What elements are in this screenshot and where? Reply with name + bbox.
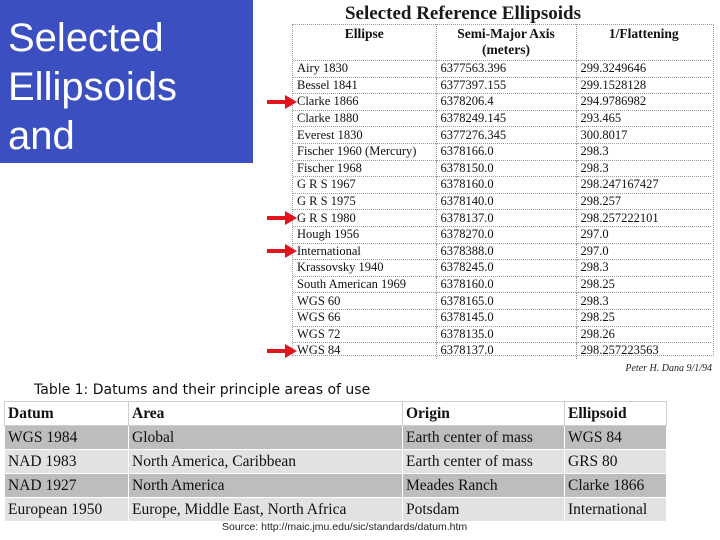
datum-ellipsoid: International: [565, 498, 667, 522]
ellipsoid-row: [293, 177, 711, 194]
flattening-value: 298.3: [576, 293, 711, 310]
red-arrow-icon: [267, 346, 297, 356]
semi-major-axis-value: 6378135.0: [436, 326, 576, 343]
ellipsoid-row: [293, 276, 711, 293]
datum-row: [5, 426, 667, 450]
ellipsoid-row: [293, 143, 711, 160]
ellipsoid-name: Clarke 1880: [293, 110, 436, 127]
semi-major-axis-value: 6378166.0: [436, 143, 576, 160]
datum-area: Europe, Middle East, North Africa: [129, 498, 403, 522]
ellipsoid-row: [293, 61, 711, 78]
datum-area: North America: [129, 474, 403, 498]
flattening-value: 297.0: [576, 226, 711, 243]
slide-title: Selected Ellipsoids and Datums: [8, 16, 177, 207]
ellipsoid-row: [293, 160, 711, 177]
datum-ellipsoid: Clarke 1866: [565, 474, 667, 498]
ellipsoid-row: [293, 326, 711, 343]
ellipsoid-row: [293, 260, 711, 277]
red-arrow-icon: [267, 97, 297, 107]
ellipsoid-name: Fischer 1960 (Mercury): [293, 143, 436, 160]
ellipsoid-name: Airy 1830: [293, 61, 436, 78]
datum-table-caption: Table 1: Datums and their principle areas of use: [34, 382, 371, 398]
ellipsoid-name: Hough 1956: [293, 226, 436, 243]
semi-major-axis-value: 6378137.0: [436, 210, 576, 227]
col-header-ellipse: Ellipse: [344, 26, 384, 41]
semi-major-axis-value: 6378150.0: [436, 160, 576, 177]
col-header-datum: Datum: [5, 402, 129, 426]
ellipsoid-row: [293, 226, 711, 243]
ellipsoid-row: [293, 77, 711, 94]
semi-major-axis-value: 6378270.0: [436, 226, 576, 243]
red-arrow-icon: [267, 213, 297, 223]
ellipsoid-name: WGS 84: [293, 343, 436, 359]
semi-major-axis-value: 6378249.145: [436, 110, 576, 127]
flattening-value: 298.3: [576, 143, 711, 160]
ellipsoids-table: [293, 24, 711, 359]
datum-origin: Potsdam: [403, 498, 565, 522]
semi-major-axis-value: 6378388.0: [436, 243, 576, 260]
ellipsoid-name: WGS 66: [293, 309, 436, 326]
ellipsoid-name: G R S 1967: [293, 177, 436, 194]
datum-name: NAD 1983: [5, 450, 129, 474]
ellipsoid-row: [293, 343, 711, 359]
flattening-value: 297.0: [576, 243, 711, 260]
flattening-value: 298.257223563: [576, 343, 711, 359]
ellipsoid-row: [293, 193, 711, 210]
semi-major-axis-value: 6378145.0: [436, 309, 576, 326]
flattening-value: 300.8017: [576, 127, 711, 144]
ellipsoid-name: South American 1969: [293, 276, 436, 293]
ellipsoid-row: [293, 293, 711, 310]
datum-ellipsoid: GRS 80: [565, 450, 667, 474]
semi-major-axis-value: 6378137.0: [436, 343, 576, 359]
datum-row: [5, 474, 667, 498]
semi-major-axis-value: 6377397.155: [436, 77, 576, 94]
source-note: Source: http://maic.jmu.edu/sic/standards/datum.htm: [222, 521, 468, 533]
datum-ellipsoid: WGS 84: [565, 426, 667, 450]
flattening-value: 298.257: [576, 193, 711, 210]
credit-text: Peter H. Dana 9/1/94: [625, 363, 712, 374]
ellipsoid-name: Clarke 1866: [293, 94, 436, 111]
datum-name: European 1950: [5, 498, 129, 522]
flattening-value: 298.257222101: [576, 210, 711, 227]
ellipsoid-name: International: [293, 243, 436, 260]
semi-major-axis-value: 6378245.0: [436, 260, 576, 277]
ellipsoid-row: [293, 210, 711, 227]
flattening-value: 294.9786982: [576, 94, 711, 111]
ellipsoid-row: [293, 94, 711, 111]
col-header-semi-major-axis: Semi-Major Axis (meters): [436, 24, 576, 61]
ellipsoid-name: G R S 1980: [293, 210, 436, 227]
ellipsoid-row: [293, 110, 711, 127]
semi-major-axis-value: 6377563.396: [436, 61, 576, 78]
datum-origin: Earth center of mass: [403, 450, 565, 474]
semi-major-axis-value: 6378160.0: [436, 177, 576, 194]
flattening-value: 293.465: [576, 110, 711, 127]
datum-row: [5, 498, 667, 522]
ellipsoid-row: [293, 127, 711, 144]
flattening-value: 298.26: [576, 326, 711, 343]
col-header-ellipsoid: Ellipsoid: [565, 402, 667, 426]
flattening-value: 298.25: [576, 276, 711, 293]
datum-name: WGS 1984: [5, 426, 129, 450]
flattening-value: 298.247167427: [576, 177, 711, 194]
ellipsoid-name: Krassovsky 1940: [293, 260, 436, 277]
ellipsoid-name: G R S 1975: [293, 193, 436, 210]
datum-row: [5, 450, 667, 474]
ellipsoid-name: Everest 1830: [293, 127, 436, 144]
datum-table: [4, 401, 667, 522]
ellipsoid-row: [293, 243, 711, 260]
datum-name: NAD 1927: [5, 474, 129, 498]
ellipsoids-heading: Selected Reference Ellipsoids: [344, 3, 582, 24]
col-header-origin: Origin: [403, 402, 565, 426]
datum-origin: Meades Ranch: [403, 474, 565, 498]
semi-major-axis-value: 6378165.0: [436, 293, 576, 310]
flattening-value: 298.3: [576, 160, 711, 177]
semi-major-axis-value: 6378206.4: [436, 94, 576, 111]
ellipsoid-row: [293, 309, 711, 326]
semi-major-axis-value: 6378160.0: [436, 276, 576, 293]
semi-major-axis-value: 6377276.345: [436, 127, 576, 144]
ellipsoid-name: Bessel 1841: [293, 77, 436, 94]
ellipsoid-name: WGS 72: [293, 326, 436, 343]
title-panel: [0, 0, 253, 207]
flattening-value: 298.3: [576, 260, 711, 277]
flattening-value: 298.25: [576, 309, 711, 326]
col-header-flattening: 1/Flattening: [576, 24, 711, 61]
semi-major-axis-value: 6378140.0: [436, 193, 576, 210]
red-arrow-icon: [267, 246, 297, 256]
col-header-area: Area: [129, 402, 403, 426]
datum-origin: Earth center of mass: [403, 426, 565, 450]
datum-area: Global: [129, 426, 403, 450]
ellipsoid-name: Fischer 1968: [293, 160, 436, 177]
datum-area: North America, Caribbean: [129, 450, 403, 474]
ellipsoid-name: WGS 60: [293, 293, 436, 310]
flattening-value: 299.1528128: [576, 77, 711, 94]
flattening-value: 299.3249646: [576, 61, 711, 78]
